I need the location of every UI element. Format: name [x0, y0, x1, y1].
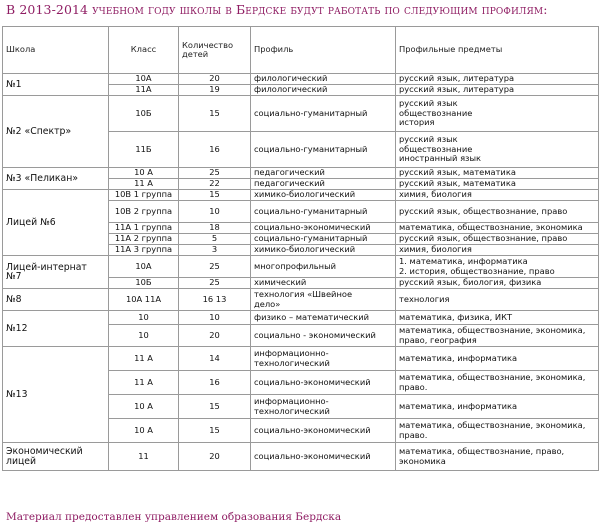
page-title: В 2013-2014 учебном году школы в Бердске будут работать по следующим профилям: — [6, 2, 548, 17]
profile-line: многопрофильный — [254, 260, 337, 271]
profile-line: социально-гуманитарный — [254, 205, 368, 216]
profile-cell — [251, 278, 396, 289]
table-row — [3, 190, 599, 201]
school-name — [3, 443, 109, 471]
school-name — [3, 256, 109, 289]
subjects-line: математика, обществознание, экономика, — [399, 324, 586, 335]
profile-line: социально - экономический — [254, 329, 376, 340]
profiles-table — [2, 26, 599, 471]
subjects-cell — [396, 96, 599, 132]
children-count: 3 — [179, 245, 251, 256]
class-cell: 10В 2 группа — [109, 201, 179, 223]
header-children: Количество детей — [179, 27, 251, 74]
profile-line: технология «Швейное — [254, 289, 353, 300]
profile-cell — [251, 256, 396, 278]
subjects-cell — [396, 132, 599, 168]
subjects-line: химия, биология — [399, 244, 472, 255]
profile-cell — [251, 325, 396, 347]
school-name — [3, 190, 109, 256]
subjects-line: право. — [399, 381, 428, 392]
children-count: 15 — [179, 190, 251, 201]
children-count: 20 — [179, 74, 251, 85]
profile-cell — [251, 190, 396, 201]
class-cell: 11 А — [109, 179, 179, 190]
table-row — [3, 168, 599, 179]
subjects-line: математика, информатика — [399, 352, 518, 363]
class-cell: 11А 3 группа — [109, 245, 179, 256]
subjects-line: право. — [399, 429, 428, 440]
class-cell: 10 А — [109, 419, 179, 443]
subjects-line: обществознание — [399, 107, 473, 118]
children-count: 19 — [179, 85, 251, 96]
children-count: 5 — [179, 234, 251, 245]
class-cell: 10Б — [109, 278, 179, 289]
subjects-cell — [396, 325, 599, 347]
profile-cell — [251, 132, 396, 168]
children-count: 15 — [179, 96, 251, 132]
subjects-line: русский язык — [399, 134, 458, 145]
profile-line: физико – математический — [254, 311, 370, 322]
table-row — [3, 443, 599, 471]
subjects-cell — [396, 278, 599, 289]
table-row — [3, 256, 599, 278]
subjects-cell — [396, 201, 599, 223]
subjects-line: химия, биология — [399, 189, 472, 200]
profile-cell — [251, 395, 396, 419]
profile-line: социально-экономический — [254, 424, 371, 435]
children-count: 25 — [179, 278, 251, 289]
subjects-line: 1. математика, информатика — [399, 255, 528, 266]
profile-line: социально-гуманитарный — [254, 143, 368, 154]
profile-line: социально-гуманитарный — [254, 233, 368, 244]
subjects-line: 2. история, обществознание, право — [399, 265, 555, 276]
class-cell: 11 — [109, 443, 179, 471]
school-name-text: Лицей-интернат №7 — [6, 261, 87, 282]
profile-cell — [251, 347, 396, 371]
table-row — [3, 96, 599, 132]
subjects-line: экономика — [399, 455, 446, 466]
profile-cell — [251, 74, 396, 85]
children-count: 10 — [179, 201, 251, 223]
school-name-text: №8 — [6, 293, 22, 305]
profile-line: химико-биологический — [254, 244, 356, 255]
children-count: 10 — [179, 311, 251, 325]
class-cell: 10А — [109, 256, 179, 278]
profile-line: технологический — [254, 405, 330, 416]
school-name-text: №13 — [6, 388, 28, 400]
table-row — [3, 347, 599, 371]
school-name — [3, 74, 109, 96]
subjects-line: русский язык, литература — [399, 84, 515, 95]
profile-line: филологический — [254, 73, 328, 84]
subjects-cell — [396, 245, 599, 256]
school-name — [3, 96, 109, 168]
profile-cell — [251, 311, 396, 325]
class-cell: 10А — [109, 74, 179, 85]
class-cell: 11Б — [109, 132, 179, 168]
profile-cell — [251, 223, 396, 234]
school-name-text: Лицей №6 — [6, 216, 56, 228]
profile-line: химико-биологический — [254, 189, 356, 200]
table-row — [3, 311, 599, 325]
school-name-text: №3 «Пеликан» — [6, 172, 79, 184]
subjects-line: русский язык, биология, физика — [399, 277, 542, 288]
class-cell: 11 А — [109, 371, 179, 395]
table-body — [3, 74, 599, 471]
subjects-cell — [396, 419, 599, 443]
subjects-line: технология — [399, 293, 450, 304]
table-row — [3, 74, 599, 85]
profile-cell — [251, 371, 396, 395]
header-profile: Профиль — [251, 27, 396, 74]
subjects-cell — [396, 311, 599, 325]
children-count: 20 — [179, 325, 251, 347]
children-count: 16 13 — [179, 289, 251, 311]
profile-cell — [251, 168, 396, 179]
subjects-cell — [396, 443, 599, 471]
subjects-cell — [396, 190, 599, 201]
subjects-cell — [396, 234, 599, 245]
header-subjects: Профильные предметы — [396, 27, 599, 74]
profile-line: дело» — [254, 298, 281, 309]
profile-line: педагогический — [254, 167, 325, 178]
subjects-cell — [396, 256, 599, 278]
school-name — [3, 289, 109, 311]
profile-line: технологический — [254, 357, 330, 368]
profile-line: педагогический — [254, 178, 325, 189]
profile-cell — [251, 96, 396, 132]
subjects-cell — [396, 371, 599, 395]
subjects-line: русский язык, обществознание, право — [399, 233, 568, 244]
class-cell: 10Б — [109, 96, 179, 132]
subjects-cell — [396, 223, 599, 234]
subjects-line: математика, обществознание, экономика — [399, 222, 583, 233]
class-cell: 10В 1 группа — [109, 190, 179, 201]
profile-cell — [251, 85, 396, 96]
subjects-cell — [396, 395, 599, 419]
school-name-text: №12 — [6, 322, 28, 334]
school-name-text: Экономический лицей — [6, 446, 83, 467]
children-count: 16 — [179, 132, 251, 168]
class-cell: 11А — [109, 85, 179, 96]
subjects-line: право, география — [399, 334, 477, 345]
class-cell: 10 — [109, 311, 179, 325]
children-count: 25 — [179, 256, 251, 278]
subjects-cell — [396, 85, 599, 96]
subjects-line: русский язык, литература — [399, 73, 515, 84]
footer-note: Материал предоставлен управлением образования Бердска — [6, 511, 342, 523]
profile-line: социально-экономический — [254, 222, 371, 233]
subjects-line: математика, физика, ИКТ — [399, 311, 513, 322]
profile-cell — [251, 443, 396, 471]
profile-line: социально-экономический — [254, 450, 371, 461]
subjects-cell — [396, 74, 599, 85]
class-cell: 10 — [109, 325, 179, 347]
profile-cell — [251, 179, 396, 190]
school-name — [3, 311, 109, 347]
subjects-line: русский язык, математика — [399, 167, 516, 178]
children-count: 18 — [179, 223, 251, 234]
children-count: 22 — [179, 179, 251, 190]
class-cell: 10А 11А — [109, 289, 179, 311]
subjects-cell — [396, 289, 599, 311]
school-name — [3, 168, 109, 190]
subjects-line: математика, информатика — [399, 400, 518, 411]
profile-cell — [251, 201, 396, 223]
children-count: 15 — [179, 395, 251, 419]
profile-line: филологический — [254, 84, 328, 95]
school-name-text: №2 «Спектр» — [6, 125, 72, 137]
profile-cell — [251, 234, 396, 245]
class-cell: 10 А — [109, 395, 179, 419]
subjects-line: русский язык, обществознание, право — [399, 205, 568, 216]
subjects-line: иностранный язык — [399, 153, 482, 164]
children-count: 16 — [179, 371, 251, 395]
subjects-line: математика, обществознание, экономика, — [399, 419, 586, 430]
profile-line: социально-гуманитарный — [254, 107, 368, 118]
subjects-line: математика, обществознание, экономика, — [399, 371, 586, 382]
subjects-line: математика, обществознание, право, — [399, 445, 565, 456]
header-class: Класс — [109, 27, 179, 74]
school-name — [3, 347, 109, 443]
subjects-cell — [396, 179, 599, 190]
children-count: 20 — [179, 443, 251, 471]
school-name-text: №1 — [6, 78, 22, 90]
profile-line: информационно- — [254, 348, 329, 359]
table-row — [3, 289, 599, 311]
subjects-cell — [396, 168, 599, 179]
subjects-line: русский язык — [399, 98, 458, 109]
profile-cell — [251, 245, 396, 256]
children-count: 25 — [179, 168, 251, 179]
profile-line: химический — [254, 277, 307, 288]
children-count: 15 — [179, 419, 251, 443]
subjects-line: история — [399, 117, 435, 128]
table-header-row — [3, 27, 599, 74]
class-cell: 11 А — [109, 347, 179, 371]
subjects-line: обществознание — [399, 143, 473, 154]
class-cell: 11А 1 группа — [109, 223, 179, 234]
class-cell: 11А 2 группа — [109, 234, 179, 245]
subjects-cell — [396, 347, 599, 371]
subjects-line: русский язык, математика — [399, 178, 516, 189]
header-school: Школа — [3, 27, 109, 74]
profile-line: социально-экономический — [254, 376, 371, 387]
profile-cell — [251, 289, 396, 311]
class-cell: 10 А — [109, 168, 179, 179]
profile-line: информационно- — [254, 396, 329, 407]
children-count: 14 — [179, 347, 251, 371]
profile-cell — [251, 419, 396, 443]
